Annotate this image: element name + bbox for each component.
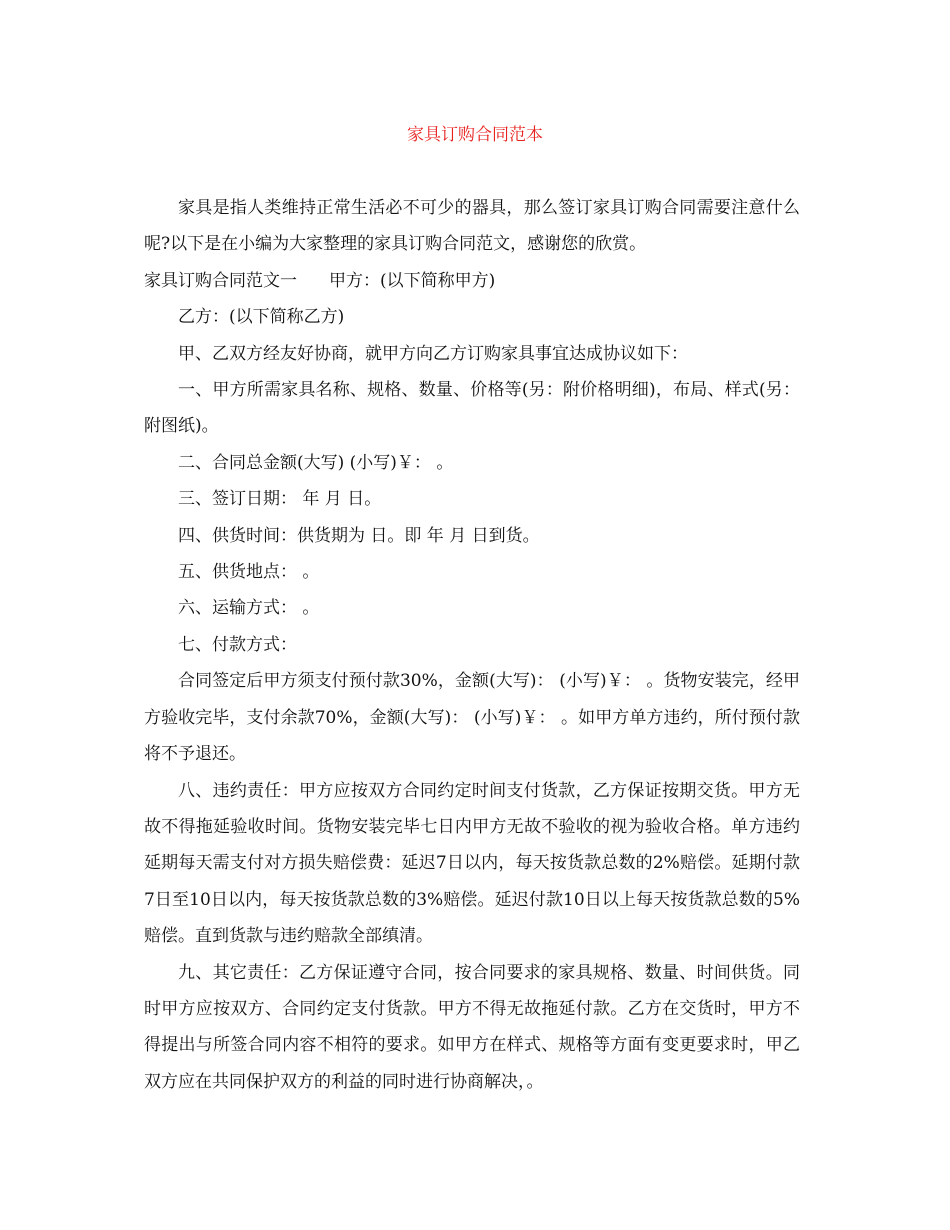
clause-4: 四、供货时间：供货期为 日。即 年 月 日到货。 [178, 525, 540, 546]
preamble: 甲、乙双方经友好协商，就甲方向乙方订购家具事宜达成协议如下： [178, 343, 688, 364]
clause-2: 二、合同总金额(大写) (小写)￥： 。 [178, 452, 454, 473]
clause-8: 八、违约责任：甲方应按双方合同约定时间支付货款，乙方保证按期交货。甲方无故不得拖延验收时间。货物安装完毕七日内甲方无故不验收的视为验收合格。单方违约延期每天需支付对方损失赔偿费：延迟7日以内，每天按货款总数的2%赔偿。延期付款7日至10日以内，每天按货款总数的3%赔偿。延迟付款10日以上每天按货款总数的5%赔偿。直到货款与违约赔款全部缜清。 [144, 780, 800, 947]
clause-7-detail: 合同签定后甲方须支付预付款30%，金额(大写)： (小写)￥： 。货物安装完，经甲方验收完毕，支付余款70%，金额(大写)： (小写)￥： 。如甲方单方违约，所付预付款将不予退还。 [144, 671, 800, 765]
document-body [144, 190, 800, 1100]
document-title: 家具订购合同范本 [407, 125, 543, 145]
party-a: 甲方：(以下简称甲方) [329, 270, 496, 291]
clause-7: 七、付款方式： [178, 634, 297, 655]
clause-9: 九、其它责任：乙方保证遵守合同，按合同要求的家具规格、数量、时间供货。同时甲方应按双方、合同约定支付货款。甲方不得无故拖延付款。乙方在交货时，甲方不得提出与所签合同内容不相符的要求。如甲方在样式、规格等方面有变更要求时，甲乙双方应在共同保护双方的利益的同时进行协商解决，。 [144, 962, 800, 1092]
clause-1: 一、甲方所需家具名称、规格、数量、价格等(另：附价格明细)，布局、样式(另：附图纸)。 [144, 380, 800, 437]
section-heading: 家具订购合同范文一 [144, 270, 297, 291]
clause-6: 六、运输方式： 。 [178, 598, 320, 619]
intro-paragraph: 家具是指人类维持正常生活必不可少的器具，那么签订家具订购合同需要注意什么呢?以下是在小编为大家整理的家具订购合同范文，感谢您的欣赏。 [144, 198, 800, 255]
clause-3: 三、签订日期： 年 月 日。 [178, 489, 382, 510]
party-b: 乙方：(以下简称乙方) [178, 307, 345, 328]
clause-5: 五、供货地点： 。 [178, 562, 320, 583]
section-heading-line [144, 263, 800, 299]
